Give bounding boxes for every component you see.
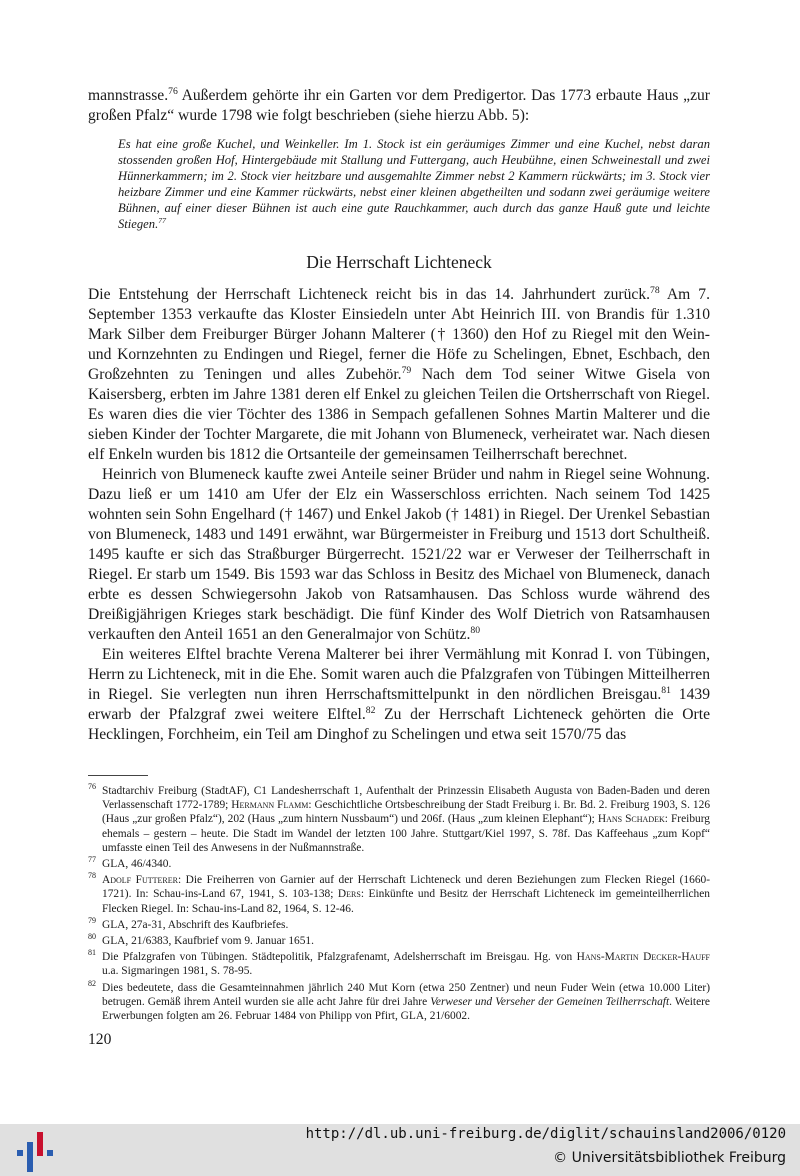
intro-paragraph: mannstrasse.$^{76}$ Außerdem gehörte ihr ein Garten vor dem Predigertor. Das 1773 erbaute Haus „zur großen Pfalz“ wurde 1798 wie folgt beschrieben (siehe hierzu Abb. 5): [88, 85, 710, 124]
page-number: 120 [88, 1031, 112, 1048]
footnote-82: 82 Dies bedeutete, dass die Gesamteinnahmen jährlich 240 Mut Korn (etwa 250 Zentner) und neun Fuder Wein (etwa 10.000 Liter) betrugen. Gemäß ihrem Anteil wurden sie alle acht Jahre für drei Jahre Verweser und Verseher der Gemeinen Teilherrschaft. Weitere Erwerbungen folgten am 26. Februar 1484 von Philipp von Pfirt, GLA, 21/6002. [88, 978, 710, 1023]
footnote-ref-77[interactable]: 77 [158, 215, 167, 225]
footnote-ref-80[interactable]: 80 [470, 624, 481, 636]
footnote-divider [88, 775, 148, 776]
footnotes [88, 784, 710, 1023]
footnote-79: 79 GLA, 27a-31, Abschrift des Kaufbriefes. [88, 916, 289, 931]
footnote-ref-81[interactable]: 81 [661, 684, 671, 696]
footnote-78: 78 Adolf Futterer: Die Freiherren von Garnier auf der Herrschaft Lichteneck und deren Beziehungen zum Flecken Riegel (1660-1721). In: Schau-ins-Land 67, 1941, S. 103-138; Ders: Einkünfte und Besitz der Herrschaft Lichteneck im gemeinteilherrlichen Flecken Riegel. In: Schau-ins-Land 82, 1964, S. 12-46. [88, 871, 710, 915]
source-url-link[interactable]: http://dl.ub.uni-freiburg.de/diglit/schauinsland2006/0120 [305, 1126, 786, 1142]
footnote-ref-76[interactable]: 76 [168, 85, 178, 97]
paragraph-1: Die Entstehung der Herrschaft Lichteneck reicht bis in das 14. Jahrhundert zurück.$^{78}$ Am 7. September 1353 verkaufte das Kloster Einsiedeln unter Abt Heinrich III. von Brandis für 1.310 Mark Silber dem Freiburger Bürger Johann Malterer († 1360) den Hof zu Riegel mit den Wein- und Kornzehnten zu Endingen und Riegel, ferner die Höfe zu Schelingen, Ebnet, Eschbach, den Großzehnten zu Teningen und alles Zubehör.$^{79}$ Nach dem Tod seiner Witwe Gisela von Kaisersberg, erbten im Jahre 1381 deren elf Enkel zu gleichen Teilen die Ortsherrschaft von Riegel. Es waren dies die vier Töchter des 1386 in Sempach gefallenen Sohnes Martin Malterer und die sieben Kinder der Tochter Margarete, die mit Johann von Blumeneck, verheiratet war. Nach diesen elf Enkeln wurden bis 1812 die Ortsanteile der gemeinsamen Teilherrschaft berechnet. [88, 284, 711, 463]
footnote-76: 76 Stadtarchiv Freiburg (StadtAF), C1 Landesherrschaft 1, Aufenthalt der Prinzessin Elisabeth Augusta von Baden-Baden und deren Verlassenschaft 1772-1789; Hermann Flamm: Geschichtliche Ortsbeschreibung der Stadt Freiburg i. Br. Bd. 2. Freiburg 1903, S. 126 (Haus „zur großen Pfalz“), 202 (Haus „zum hintern Nussbaum“) und 206f. (Haus „zum kleinen Elephant“); Hans Schadek: Freiburg ehemals – gestern – heute. Die Stadt im Wandel der letzten 100 Jahre. Stuttgart/Kiel 1997, S. 78f. Das Kaffeehaus „zum Kopf“ umfasste einen Teil des Anwesens in der Nußmannstraße. [88, 782, 711, 854]
footnote-80: 80 GLA, 21/6383, Kaufbrief vom 9. Januar 1651. [88, 932, 314, 948]
footnote-ref-79[interactable]: 79 [401, 364, 412, 376]
copyright-text: © Universitätsbibliothek Freiburg [553, 1150, 786, 1166]
paragraph-2: Heinrich von Blumeneck kaufte zwei Anteile seiner Brüder und nahm in Riegel seine Wohnung. Dazu ließ er um 1410 am Ufer der Elz ein Wasserschloss errichten. Nach seinem Tod 1425 wohnten sein Sohn Engelhard († 1467) und Enkel Jakob († 1481) in Riegel. Der Urenkel Sebastian von Blumeneck, 1483 und 1491 erwähnt, war Bürgermeister in Freiburg und 1513 dort Schultheiß. 1495 kaufte er sich das Straßburger Bürgerrecht. 1521/22 war er Verweser der Teilherrschaft in Riegel. Er starb um 1549. Bis 1593 war das Schloss in Besitz des Michael von Blumeneck, danach erbte es dessen Schwiegersohn Jakob von Ratsamhausen. Das Schloss wurde während des Dreißigjährigen Krieges stark beschädigt. Die fünf Kinder des Wolf Dietrich von Ratsamhausen verkauften den Anteil 1651 an den Generalmajor von Schütz.$^{80}$ [88, 466, 710, 643]
footnote-ref-78[interactable]: 78 [650, 284, 660, 296]
library-logo-icon[interactable] [17, 1128, 57, 1172]
page-content [88, 86, 710, 1025]
footnote-ref-82[interactable]: 82 [365, 704, 376, 716]
block-quote: Es hat eine große Kuchel, und Weinkeller. Im 1. Stock ist ein geräumiges Zimmer und eine Kuchel, nebst daran stossenden großen Hof, Hintergebäude mit Stallung und Futtergang, auch Heubühne, einen Schweinestall und zwei Hünnerkammern; im 2. Stock vier heitzbare und ausgemahlte Zimmer nebst 2 Kammern rückwärts; im 3. Stock vier heizbare Zimmer und eine Kammer rückwärts, nebst einer kleinen abgetheilten und sodann zwei geräumige weitere Bühnen, auf einer dieser Bühnen ist auch eine gute Rauchkammer, auch durch das ganze Hauß gute und leichte Stiegen.$^{77}$ [118, 137, 710, 231]
section-heading: Die Herrschaft Lichteneck [306, 252, 492, 272]
paragraph-3: Ein weiteres Elftel brachte Verena Malterer bei ihrer Vermählung mit Konrad I. von Tübingen, Herrn zu Lichteneck, mit in die Ehe. Somit waren auch die Pfalzgrafen von Tübingen Mitteilherren in Riegel. Sie verlegten nun ihren Herrschaftsmittelpunkt in den nördlichen Breisgau.$^{81}$ 1439 erwarb der Pfalzgraf zwei weitere Elftel.$^{82}$ Zu der Herrschaft Lichteneck gehörten die Orte Hecklingen, Forchheim, ein Teil am Dinghof zu Schelingen und etwa seit 1570/75 das [88, 646, 710, 743]
footer-bar [0, 1124, 800, 1176]
footnote-77: 77 GLA, 46/4340. [88, 855, 172, 871]
footnote-81: 81 Die Pfalzgrafen von Tübingen. Städtepolitik, Pfalzgrafenamt, Adelsherrschaft im Breisgau. Hg. von Hans-Martin Decker-Hauff u.a. Sigmaringen 1981, S. 78-95. [88, 948, 710, 978]
